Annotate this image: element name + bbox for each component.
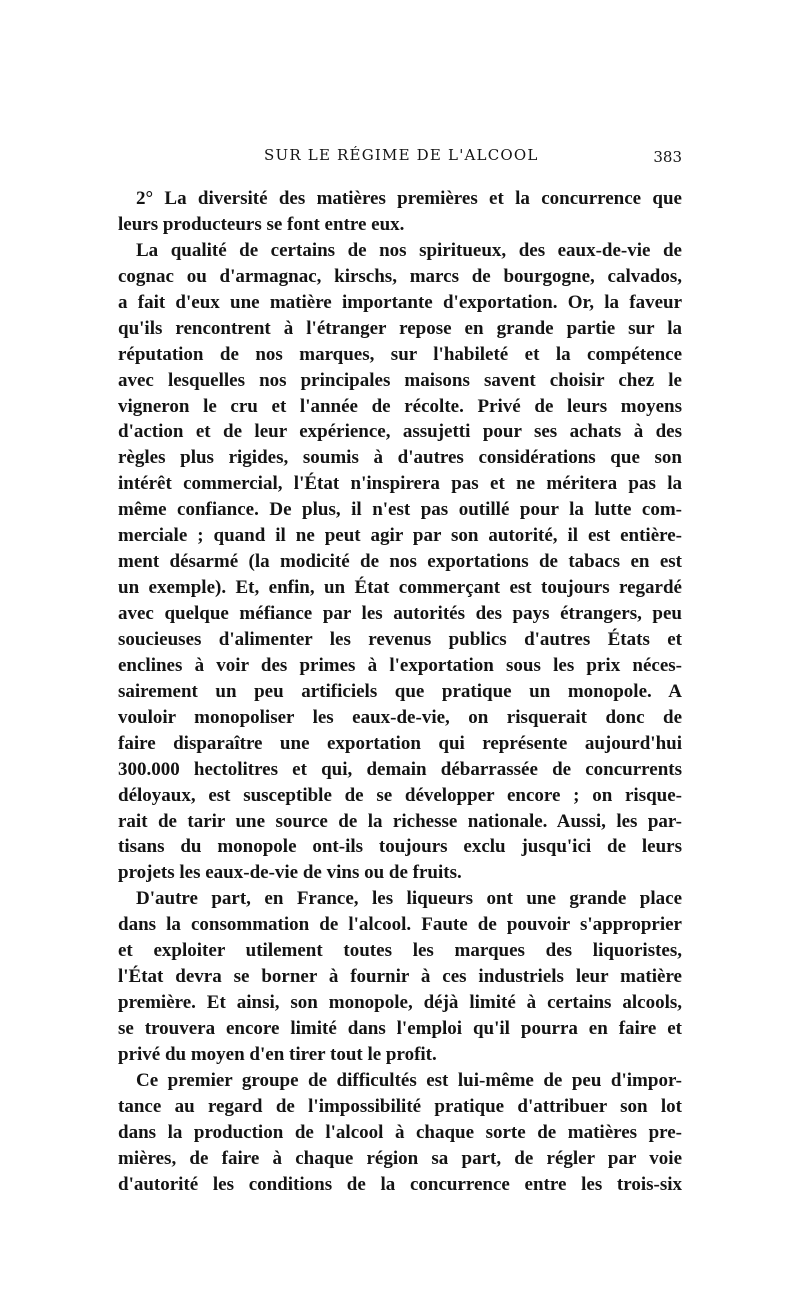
text-line: sairement un peu artificiels que pratique un monopole. A (118, 680, 682, 702)
text-line: soucieuses d'alimenter les revenus publics d'autres États et (118, 628, 682, 650)
body-text (118, 186, 682, 1198)
text-line: 2° La diversité des matières premières et la concurrence que (136, 188, 682, 209)
text-line: 300.000 hectolitres et qui, demain débarrassée de concurrents (118, 758, 682, 780)
text-line: privé du moyen d'en tirer tout le profit. (118, 1043, 437, 1065)
text-line: qu'ils rencontrent à l'étranger repose en grande partie sur la (118, 317, 682, 339)
text-line: a fait d'eux une matière importante d'exportation. Or, la faveur (118, 291, 682, 313)
text-line: déloyaux, est susceptible de se développer encore ; on risque- (118, 784, 682, 806)
text-line: avec quelque méfiance par les autorités des pays étrangers, peu (118, 603, 682, 624)
text-line: projets les eaux-de-vie de vins ou de fruits. (118, 862, 462, 884)
text-line: tance au regard de l'impossibilité pratique d'attribuer son lot (118, 1095, 682, 1117)
text-line: D'autre part, en France, les liqueurs ont une grande place (136, 888, 682, 910)
text-line: enclines à voir des primes à l'exportation sous les prix néces- (118, 654, 682, 676)
text-line: même confiance. De plus, il n'est pas outillé pour la lutte com- (118, 499, 682, 521)
text-line: rait de tarir une source de la richesse nationale. Aussi, les par- (118, 810, 682, 832)
text-line: tisans du monopole ont-ils toujours exclu jusqu'ici de leurs (118, 836, 682, 858)
text-line: faire disparaître une exportation qui représente aujourd'hui (118, 732, 682, 754)
text-line: mières, de faire à chaque région sa part, de régler par voie (118, 1147, 682, 1169)
text-line: cognac ou d'armagnac, kirschs, marcs de bourgogne, calvados, (118, 265, 682, 287)
text-line: ment désarmé (la modicité de nos exportations de tabacs en est (118, 551, 682, 573)
text-line: réputation de nos marques, sur l'habileté et la compétence (118, 343, 682, 365)
text-line: première. Et ainsi, son monopole, déjà limité à certains alcools, (118, 992, 682, 1014)
text-line: d'autorité les conditions de la concurrence entre les trois-six (118, 1173, 682, 1195)
text-line: avec lesquelles nos principales maisons savent choisir chez le (118, 369, 682, 391)
text-line: leurs producteurs se font entre eux. (118, 213, 405, 235)
text-line: vouloir monopoliser les eaux-de-vie, on risquerait donc de (118, 706, 682, 728)
text-line: intérêt commercial, l'État n'inspirera pas et ne méritera pas la (118, 473, 682, 495)
text-line: règles plus rigides, soumis à d'autres considérations que son (118, 447, 682, 469)
text-line: La qualité de certains de nos spiritueux, des eaux-de-vie de (136, 239, 682, 261)
text-line: l'État devra se borner à fournir à ces industriels leur matière (118, 966, 682, 988)
text-line: dans la production de l'alcool à chaque sorte de matières pre- (118, 1121, 682, 1143)
text-line: se trouvera encore limité dans l'emploi qu'il pourra en faire et (118, 1018, 682, 1039)
running-head (118, 146, 682, 172)
text-line: merciale ; quand il ne peut agir par son autorité, il est entière- (118, 525, 682, 547)
page-number: 383 (653, 148, 682, 166)
text-line: Ce premier groupe de difficultés est lui-même de peu d'impor- (136, 1069, 682, 1091)
text-line: d'action et de leur expérience, assujetti pour ses achats à des (118, 421, 682, 443)
text-line: vigneron le cru et l'année de récolte. Privé de leurs moyens (118, 395, 682, 417)
running-title: SUR LE RÉGIME DE L'ALCOOL (264, 146, 539, 164)
text-line: dans la consommation de l'alcool. Faute de pouvoir s'approprier (118, 914, 682, 936)
text-line: un exemple). Et, enfin, un État commerçant est toujours regardé (118, 577, 682, 599)
text-line: et exploiter utilement toutes les marques des liquoristes, (118, 940, 682, 962)
